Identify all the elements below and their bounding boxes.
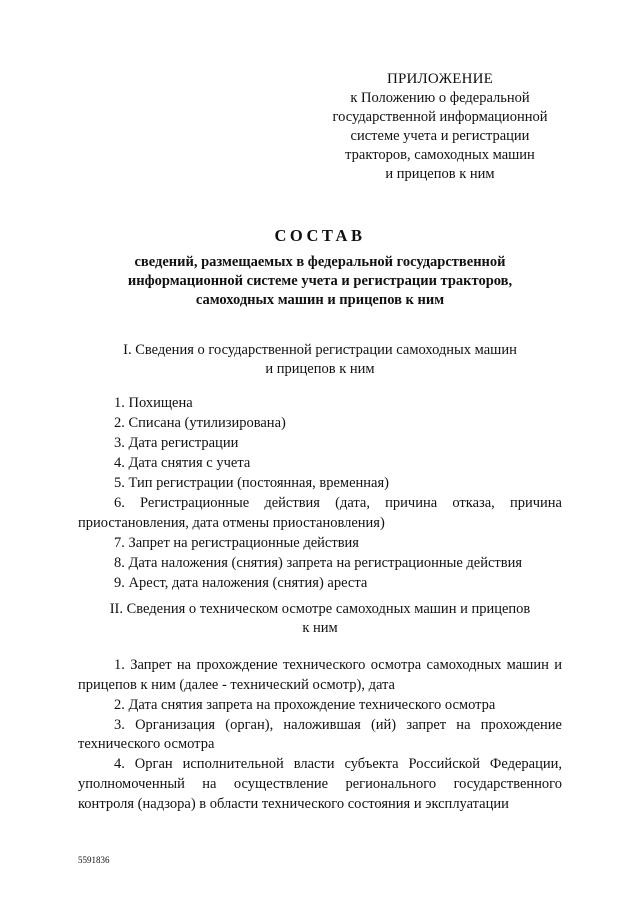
appendix-line: тракторов, самоходных машин: [345, 147, 535, 163]
list-item: 3. Дата регистрации: [114, 435, 239, 452]
document-subtitle: [100, 253, 540, 310]
list-item: 9. Арест, дата наложения (снятия) ареста: [114, 575, 368, 592]
list-item: 1. Похищена: [114, 395, 193, 411]
section-1-title: [90, 341, 550, 379]
section-title-line: и прицепов к ним: [265, 361, 375, 377]
subtitle-line: самоходных машин и прицепов к ним: [195, 292, 445, 308]
appendix-line: к Положению о федеральной: [350, 90, 530, 106]
list-item: 8. Дата наложения (снятия) запрета на регистрационные действия: [114, 555, 523, 572]
appendix-block: [320, 70, 560, 184]
section-title-line: II. Сведения о техническом осмотре самоходных машин и прицепов: [109, 601, 531, 617]
list-item: 6. Регистрационные действия (дата, причина отказа, причина приостановления, дата отмены приостановления): [78, 495, 562, 532]
subtitle-line: сведений, размещаемых в федеральной государственной: [134, 254, 506, 270]
appendix-line: государственной информационной: [332, 109, 548, 125]
list-item: 5. Тип регистрации (постоянная, временная): [114, 475, 389, 492]
appendix-line: системе учета и регистрации: [350, 128, 530, 144]
list-item: 3. Организация (орган), наложившая (ий) запрет на прохождение технического осмотра: [78, 716, 562, 753]
subtitle-line: информационной системе учета и регистрации тракторов,: [127, 273, 513, 289]
appendix-heading: ПРИЛОЖЕНИЕ: [386, 71, 494, 87]
section-1-list: [78, 394, 562, 594]
document-id: 5591836: [78, 855, 110, 865]
list-item: 4. Дата снятия с учета: [114, 455, 251, 472]
appendix-line: и прицепов к ним: [385, 166, 495, 182]
list-item: 2. Списана (утилизирована): [114, 415, 286, 432]
section-title-line: к ним: [302, 620, 338, 636]
section-2-list: [78, 656, 562, 815]
section-title-line: I. Сведения о государственной регистрации самоходных машин: [123, 342, 517, 358]
list-item: 7. Запрет на регистрационные действия: [114, 535, 359, 552]
list-item: 1. Запрет на прохождение технического осмотра самоходных машин и прицепов к ним (далее - технический осмотр), дата: [78, 657, 562, 693]
document-title: СОСТАВ: [274, 226, 366, 245]
section-2-title: [90, 600, 550, 638]
list-item: 4. Орган исполнительной власти субъекта Российской Федерации, уполномоченный на осуществление регионального государственного контроля (надзора) в области технического состояния и эксплуатации: [78, 756, 562, 812]
list-item: 2. Дата снятия запрета на прохождение технического осмотра: [114, 696, 496, 713]
